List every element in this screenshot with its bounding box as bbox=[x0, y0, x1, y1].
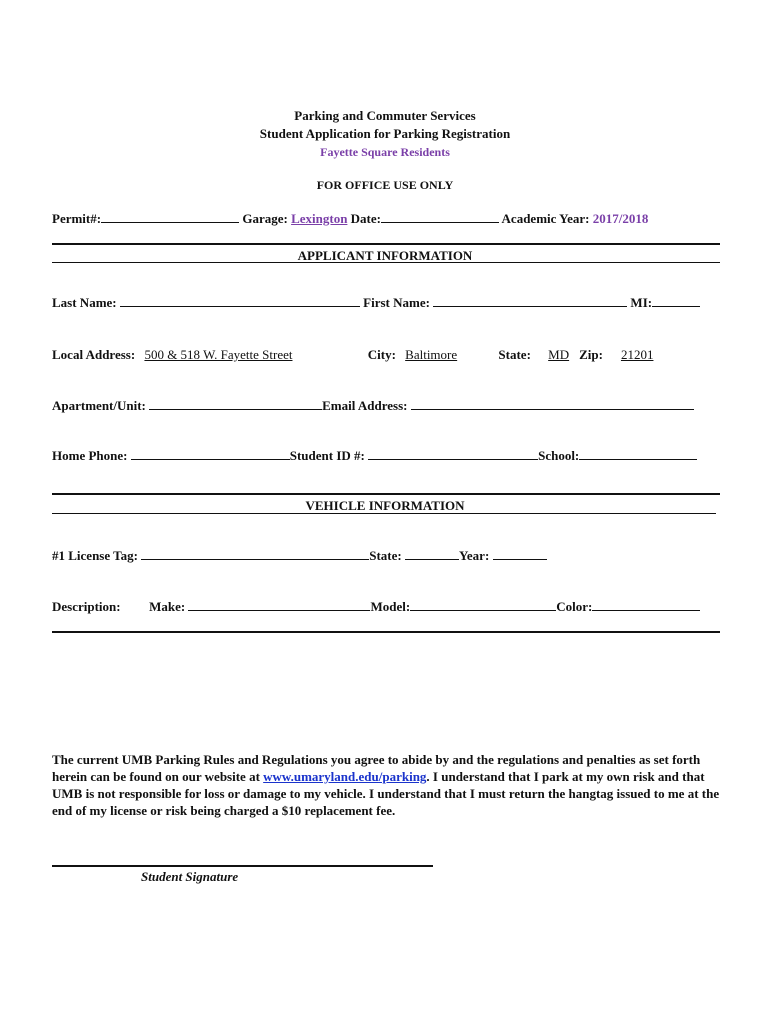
office-use-heading: FOR OFFICE USE ONLY bbox=[316, 178, 454, 192]
apartment-label: Apartment/Unit: bbox=[52, 398, 146, 413]
zip-label: Zip: bbox=[579, 347, 603, 362]
license-tag-label: #1 License Tag: bbox=[52, 548, 138, 563]
academic-year-value: 2017/2018 bbox=[592, 211, 649, 226]
model-label: Model: bbox=[370, 599, 411, 614]
section-divider bbox=[52, 493, 720, 495]
student-id-label: Student ID #: bbox=[289, 448, 365, 463]
vehicle-section-heading: VEHICLE INFORMATION bbox=[305, 498, 465, 513]
description-label: Description: bbox=[52, 599, 121, 614]
vehicle-state-label: State: bbox=[369, 548, 402, 563]
make-label: Make: bbox=[149, 599, 186, 614]
color-label: Color: bbox=[556, 599, 593, 614]
state-label: State: bbox=[498, 347, 531, 362]
department-title: Parking and Commuter Services bbox=[294, 108, 476, 123]
terms-text-part2: . I understand that I park at my own risk and that UMB is not responsible for loss or damage to my vehicle. I understand that I must return the hangtag issued to me at the end of my license or risk being charged a $10 replacement fee. bbox=[52, 769, 720, 818]
home-phone-field[interactable] bbox=[131, 448, 290, 460]
email-label: Email Address: bbox=[322, 398, 408, 413]
first-name-field[interactable] bbox=[433, 295, 627, 307]
form-subtitle: Fayette Square Residents bbox=[320, 145, 450, 159]
permit-label: Permit#: bbox=[52, 211, 102, 226]
parking-website-link[interactable]: www.umaryland.edu/parking bbox=[263, 769, 427, 784]
date-field[interactable] bbox=[381, 211, 499, 223]
city-field[interactable]: Baltimore bbox=[405, 347, 458, 362]
local-address-label: Local Address: bbox=[52, 347, 136, 362]
garage-label: Garage: bbox=[242, 211, 288, 226]
name-row bbox=[52, 295, 700, 311]
garage-value: Lexington bbox=[291, 211, 348, 226]
signature-label: Student Signature bbox=[141, 869, 239, 884]
permit-field[interactable] bbox=[101, 211, 239, 223]
description-row bbox=[52, 599, 700, 615]
date-label: Date: bbox=[350, 211, 381, 226]
applicant-section-heading: APPLICANT INFORMATION bbox=[297, 248, 473, 263]
zip-field[interactable]: 21201 bbox=[620, 347, 654, 362]
section-divider bbox=[52, 631, 720, 633]
student-id-field[interactable] bbox=[368, 448, 538, 460]
mi-label: MI: bbox=[630, 295, 653, 310]
phone-id-school-row bbox=[52, 448, 697, 464]
local-address-field[interactable]: 500 & 518 W. Fayette Street bbox=[144, 347, 293, 362]
section-divider bbox=[52, 243, 720, 245]
license-tag-field[interactable] bbox=[141, 548, 369, 560]
apartment-field[interactable] bbox=[149, 398, 322, 410]
terms-text-part1: The current UMB Parking Rules and Regulations you agree to abide by and the regulations and penalties as set forth herein can be found on our website at bbox=[52, 752, 701, 784]
vehicle-state-field[interactable] bbox=[405, 548, 459, 560]
color-field[interactable] bbox=[592, 599, 700, 611]
city-label: City: bbox=[367, 347, 396, 362]
academic-year-label: Academic Year: bbox=[501, 211, 590, 226]
vehicle-year-label: Year: bbox=[458, 548, 490, 563]
mi-field[interactable] bbox=[652, 295, 700, 307]
last-name-label: Last Name: bbox=[52, 295, 117, 310]
office-use-row bbox=[52, 211, 648, 227]
school-field[interactable] bbox=[579, 448, 697, 460]
last-name-field[interactable] bbox=[120, 295, 360, 307]
signature-line[interactable] bbox=[52, 865, 433, 867]
make-field[interactable] bbox=[188, 599, 370, 611]
state-field[interactable]: MD bbox=[548, 347, 570, 362]
home-phone-label: Home Phone: bbox=[52, 448, 128, 463]
model-field[interactable] bbox=[410, 599, 556, 611]
vehicle-year-field[interactable] bbox=[493, 548, 547, 560]
first-name-label: First Name: bbox=[363, 295, 430, 310]
terms-paragraph bbox=[52, 751, 722, 819]
form-title: Student Application for Parking Registration bbox=[259, 126, 511, 141]
apartment-email-row bbox=[52, 398, 694, 414]
address-row bbox=[52, 347, 667, 363]
email-field[interactable] bbox=[411, 398, 694, 410]
school-label: School: bbox=[538, 448, 580, 463]
license-tag-row bbox=[52, 548, 547, 564]
